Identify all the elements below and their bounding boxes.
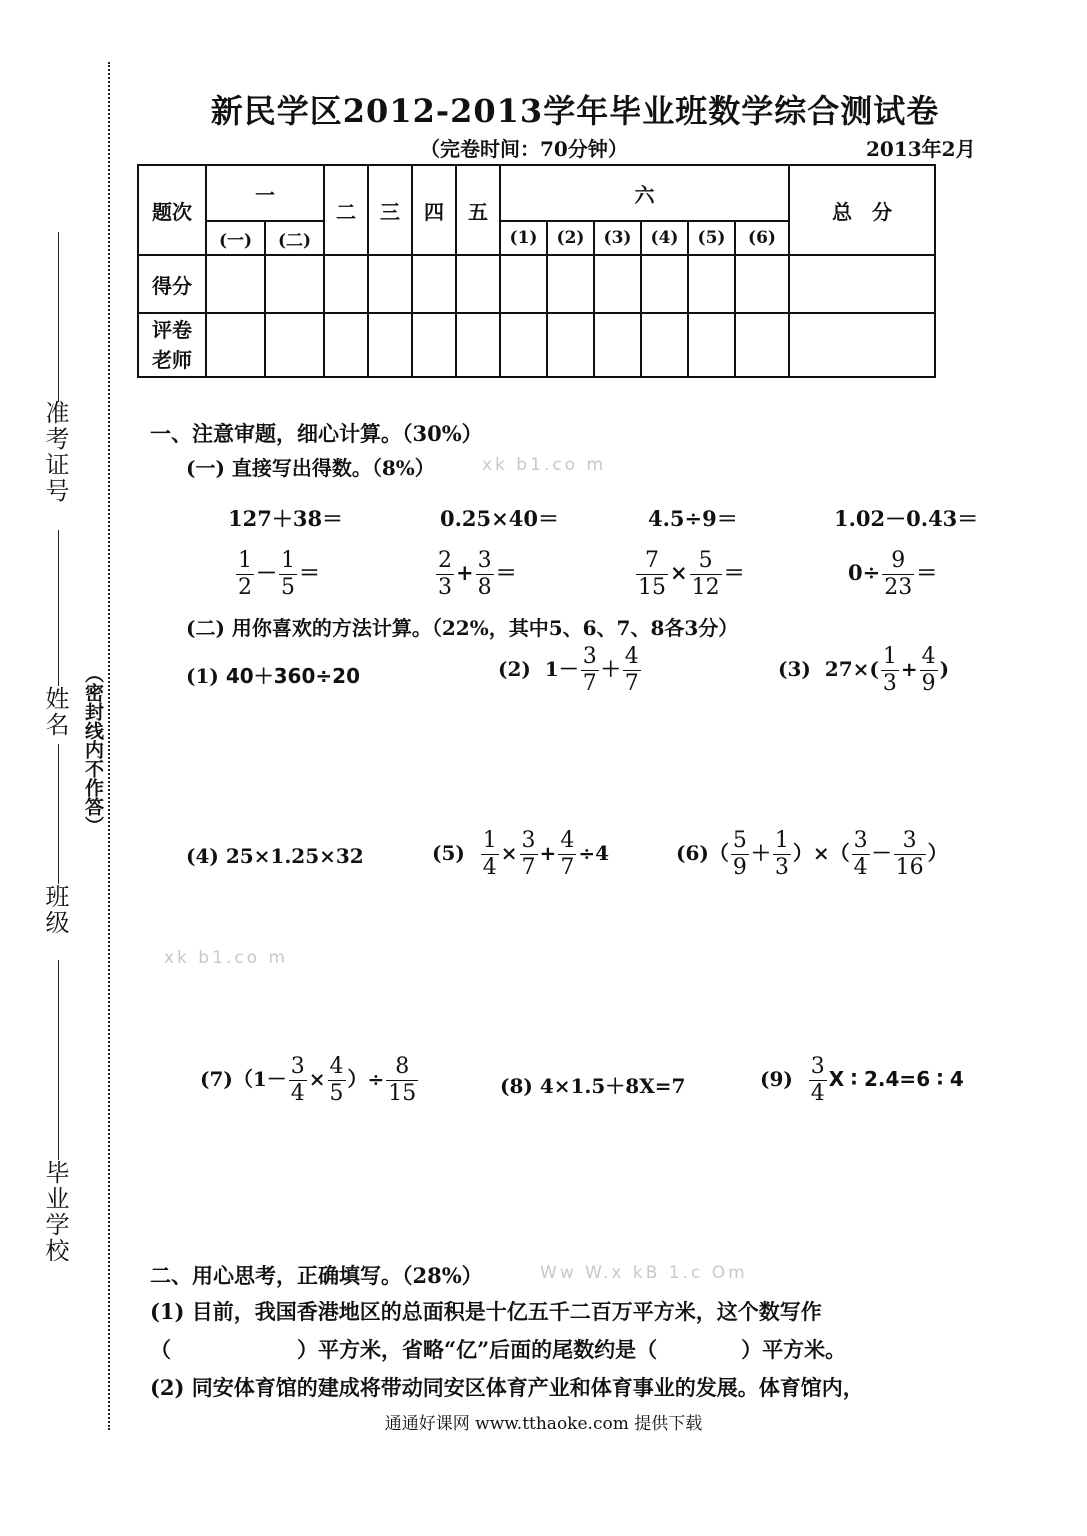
row-label-score: 得分	[138, 255, 206, 313]
col-q6-part1: (1)	[500, 221, 547, 255]
fraction: $\frac{5}{9}$	[732, 828, 747, 880]
col-total: 总 分	[789, 165, 935, 255]
seal-dotted-line	[108, 62, 110, 1430]
score-cell[interactable]	[500, 255, 547, 313]
grader-cell[interactable]	[456, 313, 500, 377]
score-cell[interactable]	[324, 255, 368, 313]
col-q1-part1: (一)	[206, 221, 265, 255]
grader-cell[interactable]	[206, 313, 265, 377]
watermark: Ww W.x kB 1.c Om	[540, 1263, 748, 1283]
col-q5: 五	[456, 165, 500, 255]
grader-label-2: 老师	[152, 348, 192, 372]
part1-heading: (一) 直接写出得数。（8%）	[186, 456, 435, 480]
exam-date: 2013年2月	[866, 137, 976, 161]
calc-4: 1.02－0.43＝	[834, 506, 979, 531]
seal-note: （密封线内不作答）	[82, 664, 104, 835]
calc-8: 0÷ $\frac{9}{23}$ ＝	[848, 548, 938, 600]
score-cell[interactable]	[456, 255, 500, 313]
name-fill-line	[58, 530, 59, 686]
problem-5: (5) $\frac{1}{4}$ × $\frac{3}{7}$ + $\frac{4}{7}$ ÷4	[432, 828, 609, 880]
fraction: $\frac{1}{5}$	[281, 548, 295, 600]
fraction: $\frac{4}{9}$	[921, 644, 936, 696]
fraction: $\frac{1}{4}$	[482, 828, 497, 880]
grader-cell[interactable]	[641, 313, 688, 377]
grader-cell[interactable]	[412, 313, 456, 377]
problem-6: (6)（ $\frac{5}{9}$ ＋ $\frac{1}{3}$ ）×（ $\frac{3}{4}$ － $\frac{3}{16}$ ）	[676, 828, 948, 880]
grader-cell[interactable]	[789, 313, 935, 377]
fraction: $\frac{2}{3}$	[438, 548, 452, 600]
grader-cell[interactable]	[547, 313, 594, 377]
fraction: $\frac{4}{7}$	[624, 644, 639, 696]
calc-3: 4.5÷9＝	[648, 506, 738, 531]
calc-7: $\frac{7}{15}$ × $\frac{5}{12}$ ＝	[638, 548, 745, 600]
grader-cell[interactable]	[265, 313, 324, 377]
class-fill-line	[58, 744, 59, 884]
col-q6: 六	[500, 165, 789, 221]
grader-label-1: 评卷	[152, 318, 192, 342]
col-q6-part2: (2)	[547, 221, 594, 255]
col-q2: 二	[324, 165, 368, 255]
fraction: $\frac{1}{2}$	[238, 548, 252, 600]
col-q6-part5: (5)	[688, 221, 735, 255]
fraction: $\frac{8}{15}$	[388, 1054, 417, 1106]
watermark: xk b1.co m	[482, 455, 607, 475]
problem-4: (4) 25×1.25×32	[186, 844, 364, 868]
problem-3: (3) 27×( $\frac{1}{3}$ + $\frac{4}{9}$ )	[778, 644, 950, 696]
col-q6-part4: (4)	[641, 221, 688, 255]
admission-no-label: 准考证号	[41, 400, 69, 504]
grader-cell[interactable]	[594, 313, 641, 377]
score-cell[interactable]	[688, 255, 735, 313]
time-limit: （完卷时间：70分钟）	[420, 137, 628, 161]
problem-1: (1) 40＋360÷20	[186, 664, 360, 688]
admission-no-fill-line	[58, 232, 59, 402]
grader-cell[interactable]	[500, 313, 547, 377]
col-q4: 四	[412, 165, 456, 255]
class-label: 班级	[41, 884, 69, 936]
calc-2: 0.25×40＝	[440, 506, 559, 531]
score-cell[interactable]	[641, 255, 688, 313]
col-q1-part2: (二)	[265, 221, 324, 255]
col-q6-part3: (3)	[594, 221, 641, 255]
problem-7: (7)（1－ $\frac{3}{4}$ × $\frac{4}{5}$ ）÷ $\frac{8}{15}$	[200, 1054, 417, 1106]
score-cell[interactable]	[412, 255, 456, 313]
score-table	[137, 164, 936, 378]
section2-heading: 二、用心思考，正确填写。（28%）	[150, 1263, 483, 1288]
section1-heading: 一、注意审题，细心计算。（30%）	[150, 421, 483, 446]
grader-cell[interactable]	[324, 313, 368, 377]
problem-2: (2) 1－ $\frac{3}{7}$ ＋ $\frac{4}{7}$	[498, 644, 639, 696]
fraction: $\frac{7}{15}$	[638, 548, 666, 600]
col-q3: 三	[368, 165, 412, 255]
footer-credit: 通通好课网 www.tthaoke.com 提供下载	[384, 1414, 703, 1434]
grader-cell[interactable]	[735, 313, 789, 377]
exam-title: 新民学区2012-2013学年毕业班数学综合测试卷	[210, 92, 940, 130]
row-label-grader	[138, 313, 206, 377]
fraction: $\frac{3}{8}$	[477, 548, 492, 600]
calc-5: $\frac{1}{2}$ － $\frac{1}{5}$ ＝	[238, 548, 320, 600]
section2-q1-line2: （ ）平方米，省略“亿”后面的尾数约是（ ）平方米。	[150, 1337, 847, 1362]
watermark: xk b1.co m	[164, 948, 289, 968]
col-q1: 一	[206, 165, 324, 221]
problem-9: (9) $\frac{3}{4}$ X ∶ 2.4=6 ∶ 4	[760, 1054, 964, 1106]
calc-6: $\frac{2}{3}$ + $\frac{3}{8}$ ＝	[438, 548, 517, 600]
fraction: $\frac{3}{4}$	[810, 1054, 825, 1106]
part2-heading: (二) 用你喜欢的方法计算。（22%，其中5、6、7、8各3分）	[186, 616, 739, 640]
fraction: $\frac{4}{5}$	[329, 1054, 344, 1106]
section2-q1-line1: (1) 目前，我国香港地区的总面积是十亿五千二百万平方米，这个数写作	[150, 1299, 822, 1324]
fraction: $\frac{9}{23}$	[884, 548, 913, 600]
calc-1: 127＋38＝	[228, 506, 344, 531]
score-cell[interactable]	[735, 255, 789, 313]
score-cell[interactable]	[547, 255, 594, 313]
fraction: $\frac{3}{16}$	[895, 828, 924, 880]
fraction: $\frac{3}{4}$	[853, 828, 868, 880]
school-fill-line	[58, 960, 59, 1160]
fraction: $\frac{4}{7}$	[560, 828, 575, 880]
grader-cell[interactable]	[688, 313, 735, 377]
col-q6-part6: (6)	[735, 221, 789, 255]
fraction: $\frac{5}{12}$	[691, 548, 720, 600]
name-label: 姓名	[41, 686, 69, 738]
fraction: $\frac{1}{3}$	[774, 828, 789, 880]
problem-8: (8) 4×1.5＋8X=7	[500, 1074, 686, 1098]
fraction: $\frac{3}{4}$	[290, 1054, 305, 1106]
school-label: 毕业学校	[41, 1160, 69, 1264]
grader-cell[interactable]	[368, 313, 412, 377]
score-cell[interactable]	[368, 255, 412, 313]
score-cell[interactable]	[265, 255, 324, 313]
row-label-questions: 题次	[138, 165, 206, 255]
fraction: $\frac{3}{7}$	[582, 644, 597, 696]
fraction: $\frac{3}{7}$	[521, 828, 536, 880]
score-cell[interactable]	[594, 255, 641, 313]
score-cell[interactable]	[789, 255, 935, 313]
fraction: $\frac{1}{3}$	[882, 644, 897, 696]
section2-q2-line1: (2) 同安体育馆的建成将带动同安区体育产业和体育事业的发展。体育馆内，	[150, 1375, 864, 1400]
score-cell[interactable]	[206, 255, 265, 313]
